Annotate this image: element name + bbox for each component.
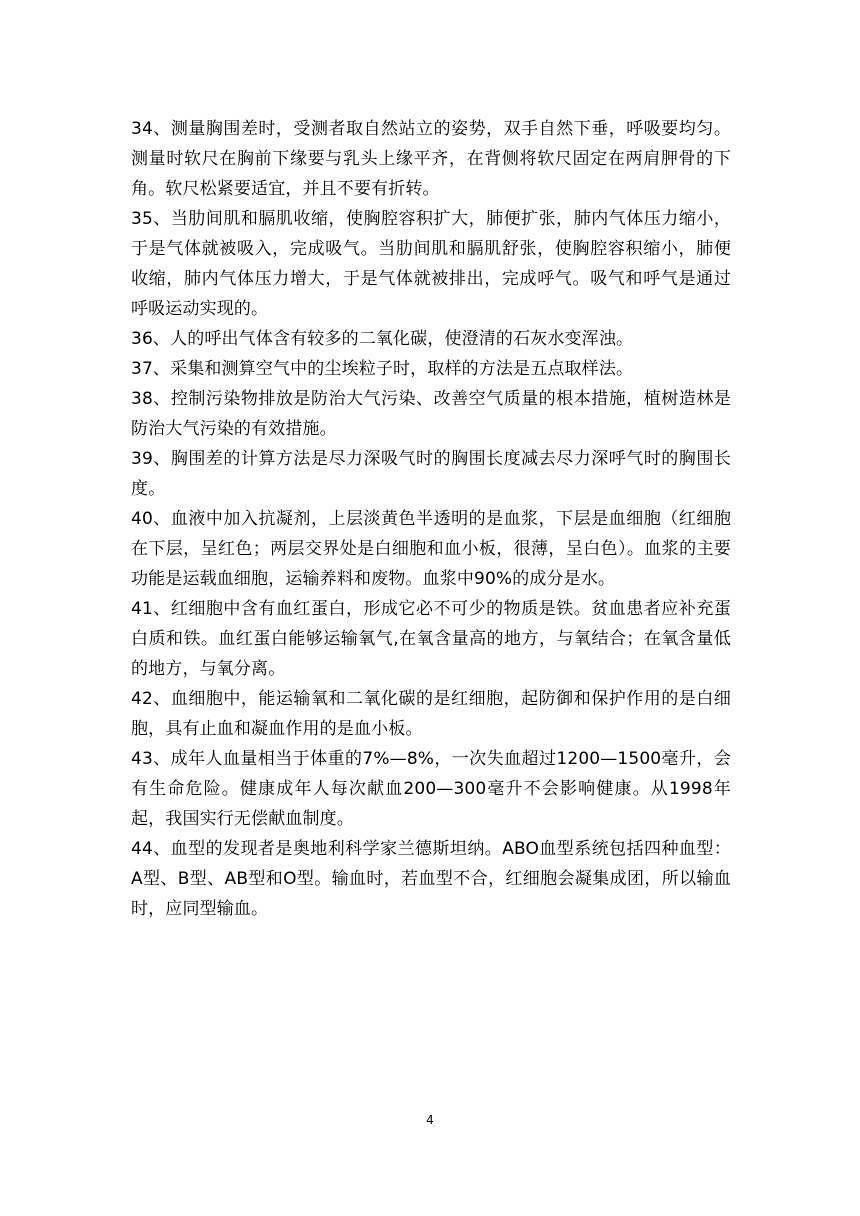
paragraph-43: 43、成年人血量相当于体重的7%—8%，一次失血超过1200—1500毫升，会有生命危险。健康成年人每次献血200—300毫升不会影响健康。从1998年起，我国实行无偿献血制度。	[131, 749, 731, 829]
paragraph-42: 42、血细胞中，能运输氧和二氧化碳的是红细胞，起防御和保护作用的是白细胞，具有止血和凝血作用的是血小板。	[131, 689, 731, 739]
page-number: 4	[426, 1113, 434, 1127]
paragraph-41: 41、红细胞中含有血红蛋白，形成它必不可少的物质是铁。贫血患者应补充蛋白质和铁。血红蛋白能够运输氧气,在氧含量高的地方，与氧结合；在氧含量低的地方，与氧分离。	[131, 599, 731, 679]
paragraph-38: 38、控制污染物排放是防治大气污染、改善空气质量的根本措施，植树造林是防治大气污染的有效措施。	[131, 389, 731, 439]
paragraph-34: 34、测量胸围差时，受测者取自然站立的姿势，双手自然下垂，呼吸要均匀。测量时软尺在胸前下缘要与乳头上缘平齐，在背侧将软尺固定在两肩胛骨的下角。软尺松紧要适宜，并且不要有折转。	[131, 119, 731, 199]
paragraph-44: 44、血型的发现者是奥地利科学家兰德斯坦纳。ABO血型系统包括四种血型：A型、B型、AB型和O型。输血时，若血型不合，红细胞会凝集成团，所以输血时，应同型输血。	[131, 839, 731, 919]
paragraph-37: 37、采集和测算空气中的尘埃粒子时，取样的方法是五点取样法。	[131, 359, 634, 379]
page-content	[131, 114, 731, 924]
paragraph-39: 39、胸围差的计算方法是尽力深吸气时的胸围长度减去尽力深呼气时的胸围长度。	[131, 449, 731, 499]
paragraph-35: 35、当肋间肌和膈肌收缩，使胸腔容积扩大，肺便扩张，肺内气体压力缩小，于是气体就被吸入，完成吸气。当肋间肌和膈肌舒张，使胸腔容积缩小，肺便收缩，肺内气体压力增大，于是气体就被排出，完成呼气。吸气和呼气是通过呼吸运动实现的。	[131, 209, 731, 319]
paragraph-40: 40、血液中加入抗凝剂，上层淡黄色半透明的是血浆，下层是血细胞（红细胞在下层，呈红色；两层交界处是白细胞和血小板，很薄，呈白色）。血浆的主要功能是运载血细胞，运输养料和废物。血浆中90%的成分是水。	[131, 509, 731, 589]
paragraph-36: 36、人的呼出气体含有较多的二氧化碳，使澄清的石灰水变浑浊。	[131, 329, 634, 349]
